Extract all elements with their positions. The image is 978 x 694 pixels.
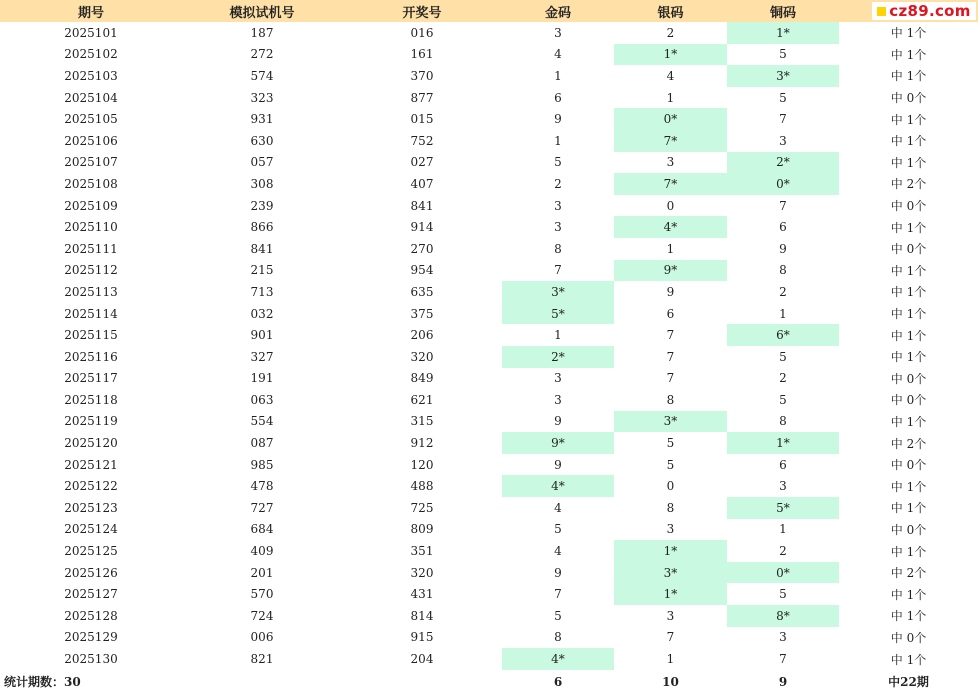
cell-hit: 中 1个	[890, 350, 927, 365]
cell-sim: 057	[250, 155, 274, 170]
table-row	[0, 583, 978, 605]
cell-sim: 630	[250, 133, 274, 148]
cell-silver: 7	[666, 328, 675, 343]
cell-period: 2025104	[64, 90, 118, 105]
cell-hit: 中 1个	[890, 134, 927, 149]
cell-hit: 中 0个	[890, 458, 927, 473]
cell-hit: 中 1个	[890, 544, 927, 559]
cell-period: 2025103	[64, 68, 118, 83]
cell-draw: 120	[410, 457, 434, 472]
cell-period: 2025119	[64, 414, 118, 429]
cell-gold: 3	[554, 220, 562, 235]
cell-period: 2025110	[64, 220, 118, 235]
cell-copper: 7	[779, 198, 787, 213]
cell-silver: 1	[666, 90, 675, 105]
cell-sim: 087	[250, 436, 274, 451]
cell-silver: 1*	[614, 540, 727, 562]
cell-copper: 3	[779, 630, 787, 645]
cell-hit: 中 1个	[890, 479, 927, 494]
cell-sim: 323	[250, 90, 274, 105]
cell-sim: 684	[250, 522, 274, 537]
cell-draw: 915	[410, 630, 434, 645]
cell-period: 2025129	[64, 630, 118, 645]
cell-draw: 270	[410, 241, 434, 256]
cell-period: 2025107	[64, 155, 118, 170]
cell-gold: 9	[554, 414, 562, 429]
cell-copper: 2*	[727, 152, 839, 174]
cell-copper: 1	[779, 522, 787, 537]
cell-silver: 3	[666, 155, 675, 170]
cell-silver: 7	[666, 371, 675, 386]
table-row	[0, 411, 978, 433]
cell-draw: 027	[410, 155, 434, 170]
cell-hit: 中 0个	[890, 371, 927, 386]
cell-draw: 320	[410, 349, 434, 364]
cell-sim: 308	[250, 176, 274, 191]
cell-copper: 8	[779, 414, 787, 429]
cell-draw: 814	[410, 608, 434, 623]
cell-hit: 中 1个	[890, 307, 927, 322]
cell-copper: 6*	[727, 324, 839, 346]
cell-gold: 4	[554, 47, 562, 62]
cell-gold: 4*	[502, 648, 614, 670]
cell-period: 2025125	[64, 544, 118, 559]
cell-draw: 016	[410, 25, 434, 40]
cell-silver: 1	[666, 652, 675, 667]
cell-sim: 985	[250, 457, 274, 472]
table-row	[0, 454, 978, 476]
cell-silver: 0	[666, 479, 675, 494]
cell-period: 2025123	[64, 500, 118, 515]
cell-silver: 7	[666, 630, 675, 645]
cell-draw: 320	[410, 565, 434, 580]
cell-sim: 187	[250, 25, 274, 40]
cell-hit: 中 1个	[890, 263, 927, 278]
cell-draw: 912	[410, 436, 434, 451]
table-row	[0, 238, 978, 260]
cell-hit: 中 0个	[890, 630, 927, 645]
cell-copper: 3*	[727, 65, 839, 87]
cell-hit: 中 0个	[890, 242, 927, 257]
cell-silver: 8	[666, 392, 675, 407]
cell-silver: 3	[666, 608, 675, 623]
cell-silver: 8	[666, 500, 675, 515]
cell-silver: 9	[666, 284, 675, 299]
cell-hit: 中 0个	[890, 393, 927, 408]
cell-draw: 877	[410, 90, 434, 105]
cell-gold: 7	[554, 587, 562, 602]
cell-gold: 5	[554, 155, 562, 170]
cell-silver: 5	[666, 436, 675, 451]
cell-hit: 中 0个	[890, 199, 927, 214]
cell-gold: 2*	[502, 346, 614, 368]
cell-silver: 7*	[614, 173, 727, 195]
cell-sim: 841	[250, 241, 274, 256]
cell-period: 2025106	[64, 133, 118, 148]
cell-copper: 5	[779, 349, 787, 364]
logo-square-icon	[877, 7, 886, 16]
summary-row	[0, 670, 978, 694]
header-silver: 银码	[614, 0, 727, 22]
cell-period: 2025117	[64, 371, 118, 386]
table-row	[0, 108, 978, 130]
cell-hit: 中 1个	[890, 220, 927, 235]
table-row	[0, 195, 978, 217]
cell-gold: 1	[554, 328, 562, 343]
table-row	[0, 303, 978, 325]
cell-sim: 901	[250, 328, 274, 343]
cell-period: 2025130	[64, 652, 118, 667]
cell-sim: 327	[250, 349, 274, 364]
cell-hit: 中 1个	[890, 69, 927, 84]
table-row	[0, 173, 978, 195]
cell-gold: 3*	[502, 281, 614, 303]
cell-copper: 8	[779, 263, 787, 278]
table-row	[0, 260, 978, 282]
cell-sim: 727	[250, 500, 274, 515]
table-row	[0, 432, 978, 454]
cell-copper: 2	[779, 544, 787, 559]
table-row	[0, 368, 978, 390]
cell-copper: 7	[779, 652, 787, 667]
table-row	[0, 540, 978, 562]
summary-gold: 6	[553, 674, 563, 689]
cell-period: 2025116	[64, 349, 118, 364]
cell-period: 2025118	[64, 392, 118, 407]
cell-sim: 713	[250, 284, 274, 299]
cell-gold: 5	[554, 522, 562, 537]
cell-draw: 809	[410, 522, 434, 537]
table-row	[0, 389, 978, 411]
cell-silver: 7	[666, 349, 675, 364]
cell-gold: 5*	[502, 303, 614, 325]
cell-gold: 5	[554, 608, 562, 623]
cell-hit: 中 2个	[890, 436, 927, 451]
cell-sim: 215	[250, 263, 274, 278]
cell-period: 2025126	[64, 565, 118, 580]
table-row	[0, 44, 978, 66]
cell-period: 2025115	[64, 328, 118, 343]
table-row	[0, 152, 978, 174]
table-row	[0, 497, 978, 519]
table-row	[0, 648, 978, 670]
cell-draw: 351	[410, 544, 434, 559]
table-row	[0, 281, 978, 303]
cell-draw: 841	[410, 198, 434, 213]
cell-sim: 006	[250, 630, 274, 645]
table-row	[0, 605, 978, 627]
cell-period: 2025111	[64, 241, 118, 256]
cell-hit: 中 2个	[890, 177, 927, 192]
summary-hit: 中22期	[888, 675, 929, 690]
header-period: 期号	[0, 0, 182, 22]
cell-copper: 5*	[727, 497, 839, 519]
cell-gold: 9	[554, 565, 562, 580]
cell-hit: 中 1个	[890, 328, 927, 343]
table-row	[0, 65, 978, 87]
brand-logo[interactable]	[872, 2, 976, 20]
cell-silver: 3*	[614, 562, 727, 584]
cell-copper: 7	[779, 112, 787, 127]
table-row	[0, 216, 978, 238]
cell-period: 2025127	[64, 587, 118, 602]
cell-gold: 3	[554, 371, 562, 386]
table-row	[0, 324, 978, 346]
cell-copper: 5	[779, 90, 787, 105]
cell-copper: 1*	[727, 432, 839, 454]
cell-sim: 821	[250, 652, 274, 667]
cell-gold: 4	[554, 500, 562, 515]
cell-sim: 574	[250, 68, 274, 83]
cell-hit: 中 1个	[890, 414, 927, 429]
cell-hit: 中 0个	[890, 522, 927, 537]
cell-draw: 914	[410, 220, 434, 235]
table-row	[0, 87, 978, 109]
cell-hit: 中 1个	[890, 609, 927, 624]
cell-sim: 239	[250, 198, 274, 213]
cell-sim: 478	[250, 479, 274, 494]
cell-hit: 中 1个	[890, 112, 927, 127]
cell-sim: 570	[250, 587, 274, 602]
header-row	[0, 0, 978, 22]
header-copper: 铜码	[727, 0, 839, 22]
cell-gold: 1	[554, 68, 562, 83]
cell-gold: 4	[554, 544, 562, 559]
cell-sim: 032	[250, 306, 274, 321]
cell-gold: 7	[554, 263, 562, 278]
cell-period: 2025102	[64, 47, 118, 62]
cell-draw: 161	[410, 47, 434, 62]
table-row	[0, 627, 978, 649]
cell-period: 2025124	[64, 522, 118, 537]
cell-period: 2025113	[64, 284, 118, 299]
cell-draw: 206	[410, 328, 434, 343]
cell-gold: 3	[554, 25, 562, 40]
cell-hit: 中 1个	[890, 501, 927, 516]
cell-hit: 中 0个	[890, 91, 927, 106]
summary-silver: 10	[662, 674, 679, 689]
cell-hit: 中 1个	[890, 587, 927, 602]
cell-gold: 2	[554, 176, 562, 191]
cell-gold: 1	[554, 133, 562, 148]
cell-draw: 015	[410, 112, 434, 127]
cell-period: 2025109	[64, 198, 118, 213]
cell-copper: 3	[779, 479, 787, 494]
cell-silver: 3	[666, 522, 675, 537]
cell-silver: 0*	[614, 108, 727, 130]
cell-gold: 6	[554, 90, 562, 105]
cell-silver: 0	[666, 198, 675, 213]
cell-period: 2025128	[64, 608, 118, 623]
table-footer	[0, 670, 978, 694]
cell-hit: 中 2个	[890, 566, 927, 581]
cell-copper: 2	[779, 371, 787, 386]
cell-silver: 9*	[614, 260, 727, 282]
cell-draw: 315	[410, 414, 434, 429]
cell-gold: 8	[554, 241, 562, 256]
cell-silver: 3*	[614, 411, 727, 433]
cell-draw: 954	[410, 263, 434, 278]
cell-hit: 中 1个	[890, 155, 927, 170]
cell-copper: 6	[779, 457, 787, 472]
cell-hit: 中 1个	[890, 652, 927, 667]
cell-sim: 191	[250, 371, 274, 386]
cell-draw: 621	[410, 392, 434, 407]
table-header	[0, 0, 978, 22]
cell-period: 2025114	[64, 306, 118, 321]
table-row	[0, 519, 978, 541]
cell-sim: 554	[250, 414, 274, 429]
cell-period: 2025120	[64, 436, 118, 451]
table-row	[0, 475, 978, 497]
cell-sim: 201	[250, 565, 274, 580]
header-sim: 模拟试机号	[182, 0, 342, 22]
cell-gold: 3	[554, 392, 562, 407]
cell-gold: 9	[554, 112, 562, 127]
header-gold: 金码	[502, 0, 614, 22]
cell-hit: 中 1个	[890, 26, 927, 41]
cell-copper: 0*	[727, 173, 839, 195]
table-row	[0, 130, 978, 152]
cell-silver: 4*	[614, 216, 727, 238]
cell-silver: 1*	[614, 583, 727, 605]
cell-period: 2025122	[64, 479, 118, 494]
cell-copper: 6	[779, 220, 787, 235]
cell-sim: 063	[250, 392, 274, 407]
cell-gold: 9*	[502, 432, 614, 454]
cell-period: 2025121	[64, 457, 118, 472]
cell-sim: 272	[250, 47, 274, 62]
cell-gold: 8	[554, 630, 562, 645]
cell-silver: 6	[666, 306, 675, 321]
cell-copper: 2	[779, 284, 787, 299]
cell-silver: 7*	[614, 130, 727, 152]
cell-hit: 中 1个	[890, 285, 927, 300]
table-row	[0, 22, 978, 44]
cell-draw: 370	[410, 68, 434, 83]
cell-silver: 1*	[614, 44, 727, 66]
cell-gold: 4*	[502, 475, 614, 497]
cell-hit: 中 1个	[890, 47, 927, 62]
table-row	[0, 562, 978, 584]
cell-copper: 1	[779, 306, 787, 321]
cell-gold: 9	[554, 457, 562, 472]
cell-sim: 931	[250, 112, 274, 127]
cell-copper: 5	[779, 392, 787, 407]
cell-draw: 849	[410, 371, 434, 386]
cell-copper: 3	[779, 133, 787, 148]
cell-copper: 1*	[727, 22, 839, 44]
cell-copper: 5	[779, 47, 787, 62]
cell-draw: 635	[410, 284, 434, 299]
summary-copper: 9	[778, 674, 788, 689]
cell-silver: 1	[666, 241, 675, 256]
header-draw: 开奖号	[342, 0, 502, 22]
cell-period: 2025105	[64, 112, 118, 127]
table-row	[0, 346, 978, 368]
logo-text: cz89.com	[889, 2, 971, 20]
cell-gold: 3	[554, 198, 562, 213]
cell-copper: 5	[779, 587, 787, 602]
cell-sim: 724	[250, 608, 274, 623]
cell-silver: 5	[666, 457, 675, 472]
cell-draw: 431	[410, 587, 434, 602]
cell-silver: 4	[666, 68, 675, 83]
cell-copper: 9	[779, 241, 787, 256]
cell-draw: 488	[410, 479, 434, 494]
cell-draw: 725	[410, 500, 434, 515]
cell-period: 2025112	[64, 263, 118, 278]
cell-period: 2025101	[64, 25, 118, 40]
cell-sim: 409	[250, 544, 274, 559]
cell-copper: 8*	[727, 605, 839, 627]
summary-label: 统计期数：30	[4, 675, 81, 690]
cell-draw: 375	[410, 306, 434, 321]
cell-draw: 752	[410, 133, 434, 148]
cell-draw: 407	[410, 176, 434, 191]
cell-copper: 0*	[727, 562, 839, 584]
cell-draw: 204	[410, 652, 434, 667]
cell-silver: 2	[666, 25, 675, 40]
cell-sim: 866	[250, 220, 274, 235]
table-body	[0, 22, 978, 670]
cell-period: 2025108	[64, 176, 118, 191]
